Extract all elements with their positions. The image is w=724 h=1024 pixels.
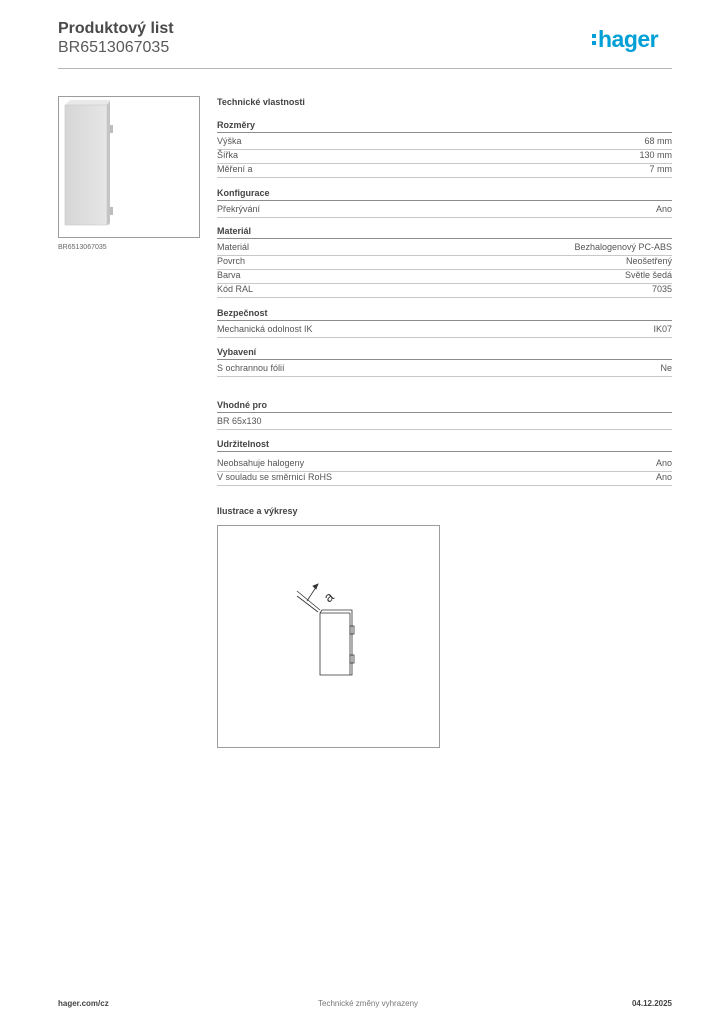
footer-disclaimer: Technické změny vyhrazeny — [318, 999, 419, 1008]
spec-label: Materiál — [217, 242, 250, 252]
spec-label: Kód RAL — [217, 284, 254, 294]
spec-label: V souladu se směrnicí RoHS — [217, 472, 333, 482]
product-photo — [58, 96, 200, 238]
spec-value: 7 mm — [649, 164, 672, 174]
spec-value: Ne — [660, 363, 672, 373]
spec-value: Ano — [655, 204, 672, 214]
specs-title: Technické vlastnosti — [217, 97, 305, 107]
spec-row — [217, 283, 672, 298]
page-title: Produktový list — [58, 20, 174, 37]
spec-label: Barva — [217, 270, 241, 280]
spec-row — [217, 149, 672, 164]
spec-row — [217, 471, 672, 486]
spec-row — [217, 255, 672, 270]
header-divider — [58, 68, 672, 69]
spec-row — [217, 362, 672, 377]
spec-label: Překrývání — [217, 204, 261, 214]
illustration-drawing — [217, 525, 440, 748]
illustration-title: Ilustrace a výkresy — [217, 506, 298, 516]
photo-caption: BR6513067035 — [58, 244, 107, 251]
footer-date: 04.12.2025 — [631, 999, 672, 1008]
logo-dots-icon — [592, 34, 596, 45]
hager-logo — [592, 28, 658, 51]
spec-row — [217, 163, 672, 178]
spec-label: Povrch — [217, 256, 246, 266]
spec-label: Výška — [217, 136, 242, 146]
spec-row — [217, 269, 672, 284]
spec-row — [217, 241, 672, 256]
spec-value: Ano — [655, 472, 672, 482]
section-vhodne-pro: Vhodné pro — [217, 400, 672, 413]
spec-value: Ano — [655, 458, 672, 468]
spec-label: BR 65x130 — [217, 416, 262, 426]
section-konfigurace: Konfigurace — [217, 188, 672, 201]
spec-value: Neošetřený — [625, 256, 672, 266]
end-cap-drawing-icon — [218, 526, 439, 747]
spec-value: 68 mm — [644, 136, 672, 146]
footer-website-link[interactable]: hager.com/cz — [58, 999, 109, 1008]
section-udrzitelnost: Udržitelnost — [217, 439, 672, 452]
spec-value: Bezhalogenový PC-ABS — [574, 242, 672, 252]
section-vybaveni: Vybavení — [217, 347, 672, 360]
spec-row — [217, 415, 672, 430]
product-code: BR6513067035 — [58, 39, 170, 56]
section-bezpecnost: Bezpečnost — [217, 308, 672, 321]
dimension-label: a — [320, 588, 337, 606]
spec-label: S ochrannou fólií — [217, 363, 285, 373]
spec-value: IK07 — [653, 324, 672, 334]
spec-row — [217, 203, 672, 218]
spec-label: Mechanická odolnost IK — [217, 324, 313, 334]
spec-row — [217, 135, 672, 150]
end-cap-photo-icon — [59, 97, 199, 237]
spec-value: 130 mm — [639, 150, 672, 160]
section-material: Materiál — [217, 226, 672, 239]
section-rozmery: Rozměry — [217, 120, 672, 133]
logo-text: hager — [598, 26, 659, 52]
spec-row — [217, 323, 672, 338]
spec-label: Neobsahuje halogeny — [217, 458, 305, 468]
spec-label: Měření a — [217, 164, 253, 174]
spec-label: Šířka — [217, 150, 239, 160]
spec-value: Světle šedá — [624, 270, 672, 280]
spec-value: 7035 — [651, 284, 672, 294]
spec-row — [217, 457, 672, 472]
